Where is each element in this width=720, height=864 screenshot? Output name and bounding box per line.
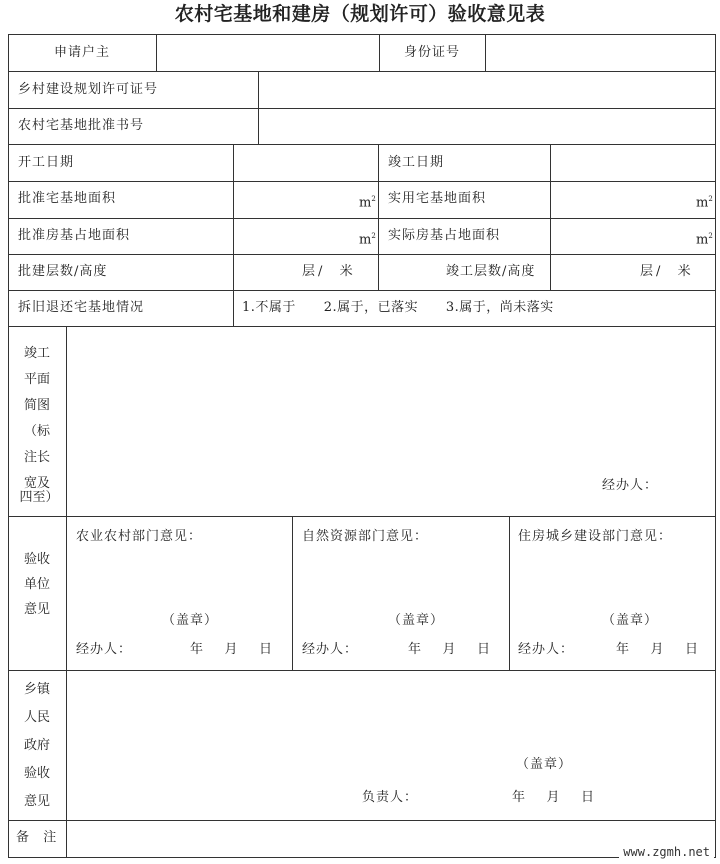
- seal-label: （盖章）: [388, 613, 445, 628]
- approval-doc-label: 农村宅基地批准书号: [18, 118, 145, 133]
- row-divider: [8, 670, 716, 671]
- row-divider: [8, 290, 716, 291]
- sketch-label-line: 四至）: [19, 490, 59, 505]
- township-seal-label: （盖章）: [516, 757, 573, 772]
- col-divider: [258, 71, 259, 144]
- actual-site-area-label: 实用宅基地面积: [388, 191, 487, 206]
- housing-dept-opinion-label: 住房城乡建设部门意见：: [518, 529, 673, 544]
- township-label-line: 乡镇: [23, 682, 50, 697]
- row-divider: [8, 181, 716, 182]
- completion-date-label: 竣工日期: [388, 155, 445, 170]
- row-divider: [8, 820, 716, 821]
- page-title: 农村宅基地和建房（规划许可）验收意见表: [174, 3, 546, 25]
- old-site-options: 1.不属于 2.属于，已落实 3.属于，尚未落实: [242, 300, 554, 315]
- sketch-label-line: （标: [23, 424, 50, 439]
- area-unit: $m^2$: [696, 195, 713, 211]
- area-unit: $m^2$: [359, 232, 376, 248]
- area-unit: $m^2$: [696, 232, 713, 248]
- date-label: 年 月 日: [408, 642, 492, 657]
- col-divider: [66, 326, 67, 857]
- start-date-label: 开工日期: [18, 155, 75, 170]
- responsible-person-label: 负责人：: [362, 790, 419, 805]
- area-unit: $m^2$: [359, 195, 376, 211]
- floors-unit: 层/ 米: [302, 264, 356, 279]
- row-divider: [8, 71, 716, 72]
- table-border-right: [715, 34, 716, 858]
- sketch-handler-label: 经办人：: [602, 478, 659, 493]
- floors-unit: 层/ 米: [640, 264, 694, 279]
- acceptance-label-line: 意见: [23, 602, 50, 617]
- township-label-line: 人民: [23, 710, 50, 725]
- applicant-label: 申请户主: [54, 45, 111, 60]
- table-border-left: [8, 34, 9, 858]
- sketch-label-line: 宽及: [23, 476, 50, 491]
- township-label-line: 意见: [23, 794, 50, 809]
- date-label: 年 月 日: [616, 642, 700, 657]
- col-divider: [509, 516, 510, 670]
- approved-footprint-label: 批准房基占地面积: [18, 228, 131, 243]
- table-border-top: [8, 34, 716, 35]
- row-divider: [8, 218, 716, 219]
- watermark: www.zgmh.net: [619, 844, 714, 860]
- col-divider: [292, 516, 293, 670]
- row-divider: [8, 144, 716, 145]
- sketch-label-line: 简图: [23, 398, 50, 413]
- natural-resources-dept-opinion-label: 自然资源部门意见：: [302, 529, 429, 544]
- date-label: 年 月 日: [190, 642, 274, 657]
- sketch-label-line: 注长: [23, 450, 50, 465]
- handler-label: 经办人：: [76, 642, 133, 657]
- township-label-line: 验收: [23, 766, 50, 781]
- handler-label: 经办人：: [518, 642, 575, 657]
- seal-label: （盖章）: [602, 613, 659, 628]
- planning-permit-label: 乡村建设规划许可证号: [18, 82, 159, 97]
- row-divider: [8, 516, 716, 517]
- col-divider: [485, 34, 486, 71]
- handler-label: 经办人：: [302, 642, 359, 657]
- approved-floors-label: 批建层数/高度: [18, 264, 108, 279]
- acceptance-label-line: 验收: [23, 552, 50, 567]
- acceptance-label-line: 单位: [23, 577, 50, 592]
- township-label-line: 政府: [23, 738, 50, 753]
- seal-label: （盖章）: [162, 613, 219, 628]
- row-divider: [8, 254, 716, 255]
- sketch-label-line: 竣工: [23, 346, 50, 361]
- col-divider: [550, 144, 551, 290]
- actual-footprint-label: 实际房基占地面积: [388, 228, 501, 243]
- approved-site-area-label: 批准宅基地面积: [18, 191, 117, 206]
- remarks-label: 备 注: [16, 830, 59, 845]
- col-divider: [233, 144, 234, 290]
- col-divider: [379, 34, 380, 71]
- township-date-label: 年 月 日: [512, 790, 596, 805]
- row-divider: [8, 326, 716, 327]
- col-divider: [156, 34, 157, 71]
- agriculture-dept-opinion-label: 农业农村部门意见：: [76, 529, 203, 544]
- completed-floors-label: 竣工层数/高度: [446, 264, 536, 279]
- id-number-label: 身份证号: [404, 45, 461, 60]
- col-divider: [378, 144, 379, 290]
- row-divider: [8, 108, 716, 109]
- col-divider: [233, 290, 234, 326]
- sketch-label-line: 平面: [23, 372, 50, 387]
- table-border-bottom: [8, 857, 716, 858]
- old-site-label: 拆旧退还宅基地情况: [18, 300, 145, 315]
